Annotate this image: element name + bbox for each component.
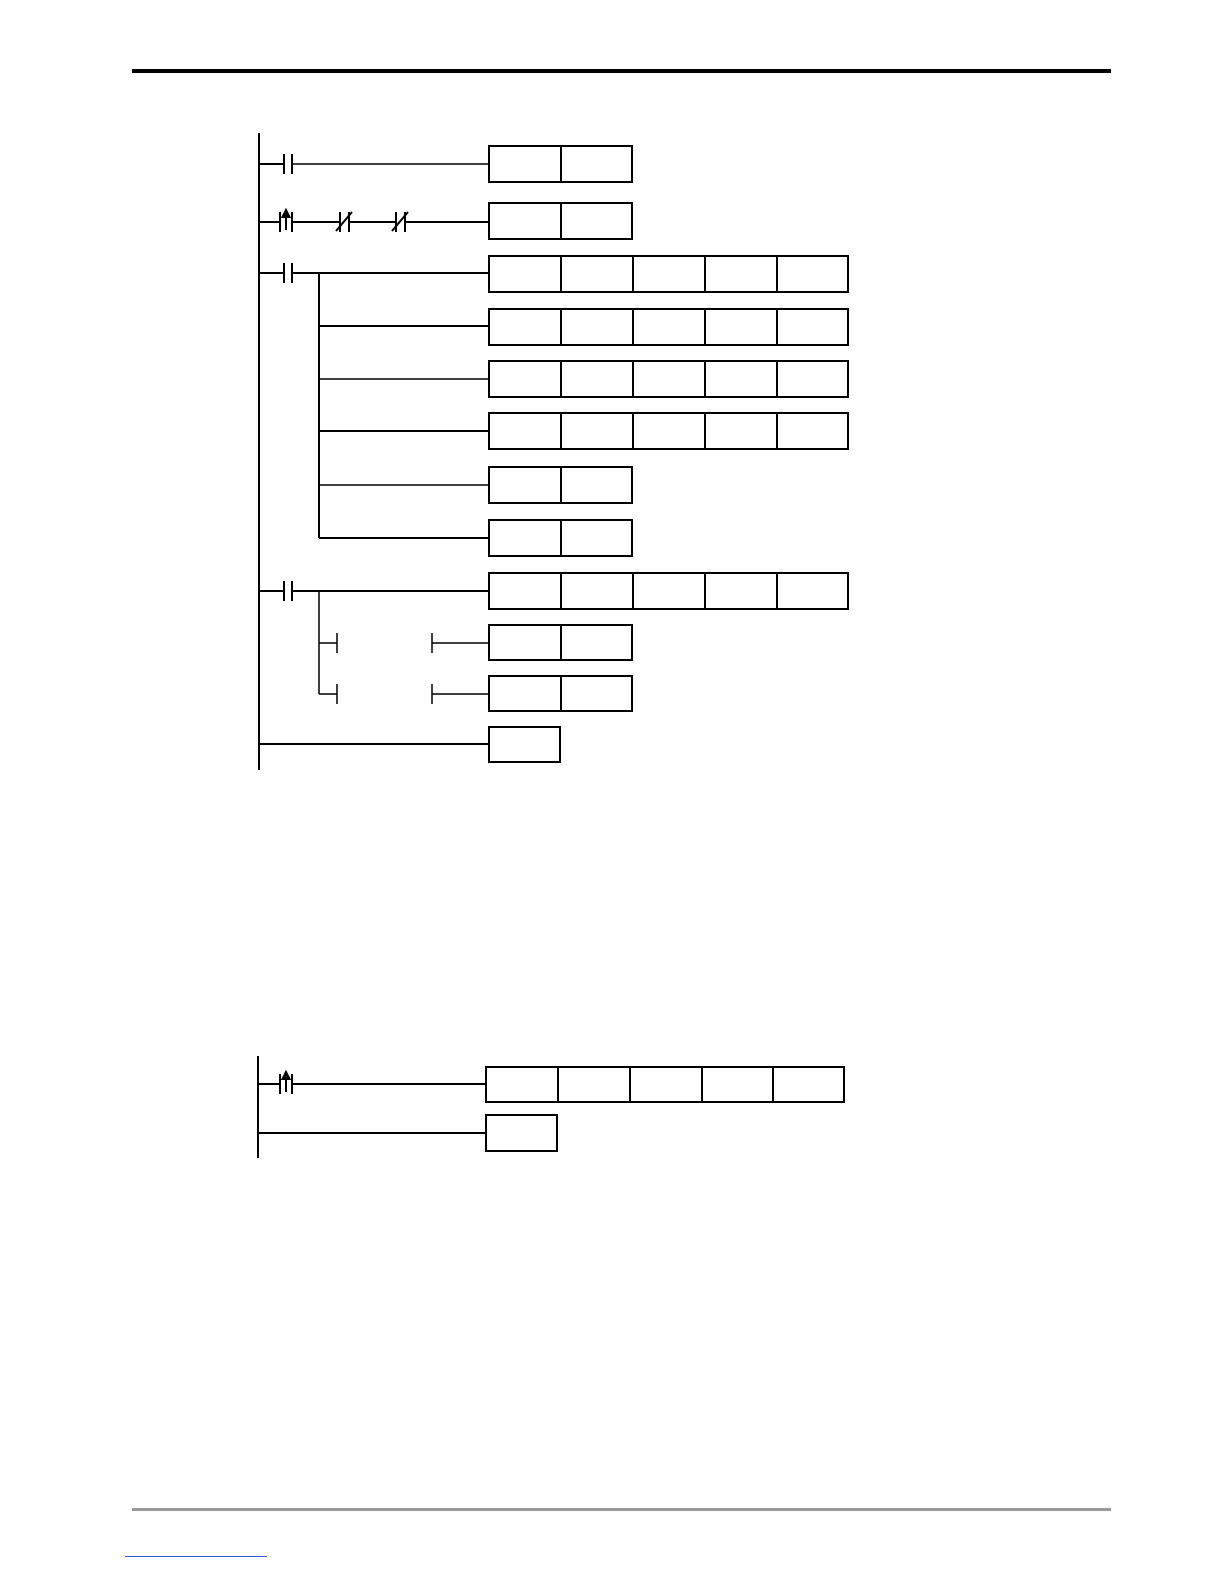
no-contact bbox=[284, 154, 292, 174]
no-contact bbox=[337, 684, 432, 704]
instruction-box bbox=[489, 676, 632, 711]
instruction-box bbox=[486, 1115, 557, 1151]
no-contact bbox=[284, 581, 292, 601]
rung-2 bbox=[258, 1115, 557, 1151]
instruction-box bbox=[489, 256, 848, 292]
instruction-box bbox=[486, 1067, 844, 1102]
footer-rule bbox=[132, 1508, 1111, 1511]
instruction-box bbox=[489, 203, 632, 239]
instruction-box bbox=[489, 146, 632, 182]
instruction-box bbox=[489, 467, 632, 503]
footer-link[interactable] bbox=[125, 1556, 267, 1557]
rung-2 bbox=[259, 203, 632, 239]
rung-1 bbox=[259, 146, 632, 182]
instruction-box bbox=[489, 625, 632, 660]
instruction-box bbox=[489, 361, 848, 397]
rung-3 bbox=[259, 256, 848, 556]
rising-edge-contact bbox=[280, 1072, 292, 1094]
instruction-box bbox=[489, 573, 848, 609]
rung-4 bbox=[259, 573, 848, 711]
ladder-diagram-1 bbox=[259, 133, 848, 770]
no-contact bbox=[284, 263, 292, 283]
instruction-box bbox=[489, 309, 848, 345]
rung-5 bbox=[259, 727, 560, 762]
instruction-box bbox=[489, 413, 848, 449]
ladder-diagram-2 bbox=[258, 1056, 844, 1158]
rung-1 bbox=[258, 1067, 844, 1102]
rising-edge-contact bbox=[280, 210, 292, 232]
instruction-box bbox=[489, 727, 560, 762]
instruction-box bbox=[489, 520, 632, 556]
no-contact bbox=[337, 633, 432, 653]
